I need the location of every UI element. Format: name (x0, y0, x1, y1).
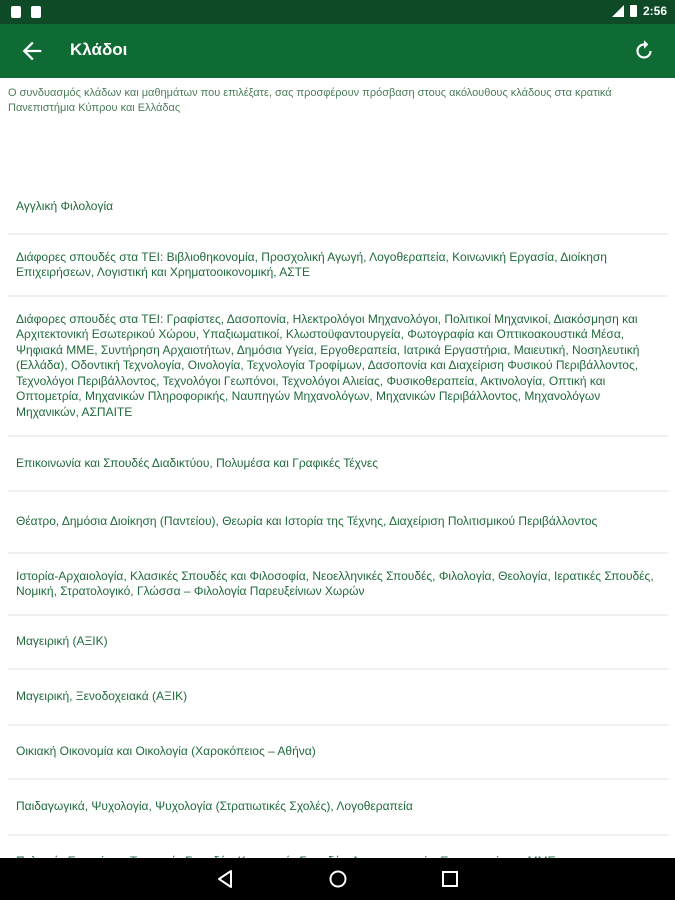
notification-icon (31, 6, 41, 18)
list-item-label: Μαγειρική, Ξενοδοχειακά (ΑΞΙΚ) (16, 689, 188, 704)
list-item[interactable] (8, 437, 668, 492)
app-bar (0, 24, 675, 78)
list-item[interactable] (8, 180, 668, 235)
list-item-label: Οικιακή Οικονομία και Οικολογία (Χαροκόπειος – Αθήνα) (16, 744, 316, 759)
list-item[interactable] (8, 297, 668, 437)
status-bar (0, 0, 675, 24)
list-item-label: Θέατρο, Δημόσια Διοίκηση (Παντείου), Θεωρία και Ιστορία της Τέχνης, Διαχείριση Πολιτισμικού Περιβάλλοντος (16, 514, 598, 529)
list-item[interactable] (8, 726, 668, 780)
battery-icon (630, 5, 637, 17)
nav-back-icon (213, 867, 237, 891)
list-item-label: Διάφορες σπουδές στα ΤΕΙ: Γραφίστες, Δασοπονία, Ηλεκτρολόγοι Μηχανολόγοι, Πολιτικοί Μηχανικοί, Διακόσμηση και Αρχιτεκτονική Εσωτερικού Χώρου, Υπαξιωματικοί, Κλωστοϋφαντουργεία, Φωτογραφία και Οπτικοακουστικά Μέσα, Ψηφιακά ΜΜΕ, Συντήρηση Αρχαιοτήτων, Δημόσια Υγεία, Εργοθεραπεία, Ιατρικά Εργαστήρια, Μαιευτική, Νοσηλευτική (Ελλάδα), Οδοντική Τεχνολογία, Οινολογία, Τεχνολογία Τροφίμων, Δασοπονία και Διαχείριση Φυσικού Περιβάλλοντος, Τεχνολόγοι Περιβάλλοντος, Τεχνολόγοι Γεωπόνοι, Τεχνολόγοι Αλιείας, Φυσικοθεραπεία, Ακτινολογία, Οπτική και Οπτομετρία, Μηχανικών Πληροφορικής, Ναυπηγών Μηχανολόγων, Μηχανικών Περιβάλλοντος, Μηχανολόγων Μηχανικών, ΑΣΠΑΙΤΕ (16, 311, 640, 419)
list-item-label: Ιστορία-Αρχαιολογία, Κλασικές Σπουδές και Φιλοσοφία, Νεοελληνικές Σπουδές, Φιλολογία, Θεολογία, Ιερατικές Σπουδές, Νομική, Στρατολογικό, Γλώσσα – Φιλολογία Παρευξείνιων Χωρών (16, 568, 654, 598)
list-item-label: Επικοινωνία και Σπουδές Διαδικτύου, Πολυμέσα και Γραφικές Τέχνες (16, 455, 379, 470)
list-item-label: Παιδαγωγικά, Ψυχολογία, Ψυχολογία (Στρατιωτικές Σχολές), Λογοθεραπεία (16, 799, 413, 814)
list-item[interactable] (8, 554, 668, 616)
page-title: Κλάδοι (70, 40, 128, 59)
navigation-bar (0, 858, 675, 900)
intro-text: Ο συνδυασμός κλάδων και μαθημάτων που επιλέξατε, σας προσφέρουν πρόσβαση στους ακόλουθους κλάδους στα κρατικά Πανεπιστήμια Κύπρου και Ελλάδας (8, 87, 612, 114)
arrow-back-icon (18, 37, 46, 65)
list-item[interactable] (8, 780, 668, 836)
refresh-icon (631, 38, 657, 64)
list-item[interactable] (8, 235, 668, 297)
list-item[interactable] (8, 492, 668, 554)
list-item-label: Μαγειρική (ΑΞΙΚ) (16, 634, 108, 649)
back-button[interactable] (18, 37, 46, 65)
nav-home-button[interactable] (326, 867, 350, 891)
list-item[interactable] (8, 670, 668, 726)
branch-list (8, 180, 668, 858)
refresh-button[interactable] (631, 38, 657, 64)
system-icons (612, 4, 667, 18)
list-item-label: Διάφορες σπουδές στα ΤΕΙ: Βιβλιοθηκονομία, Προσχολική Αγωγή, Λογοθεραπεία, Κοινωνική Εργασία, Διοίκηση Επιχειρήσεων, Λογιστική και Χρηματοοικονομική, ΑΣΤΕ (16, 249, 607, 279)
signal-icon (612, 5, 624, 17)
list-item[interactable] (8, 616, 668, 670)
nav-recents-button[interactable] (438, 867, 462, 891)
notification-icon (11, 6, 21, 18)
nav-home-icon (326, 867, 350, 891)
status-time: 2:56 (642, 4, 667, 18)
nav-back-button[interactable] (213, 867, 237, 891)
list-item-label: Αγγλική Φιλολογία (16, 198, 114, 213)
nav-recents-icon (438, 867, 462, 891)
notification-icons (11, 6, 41, 18)
